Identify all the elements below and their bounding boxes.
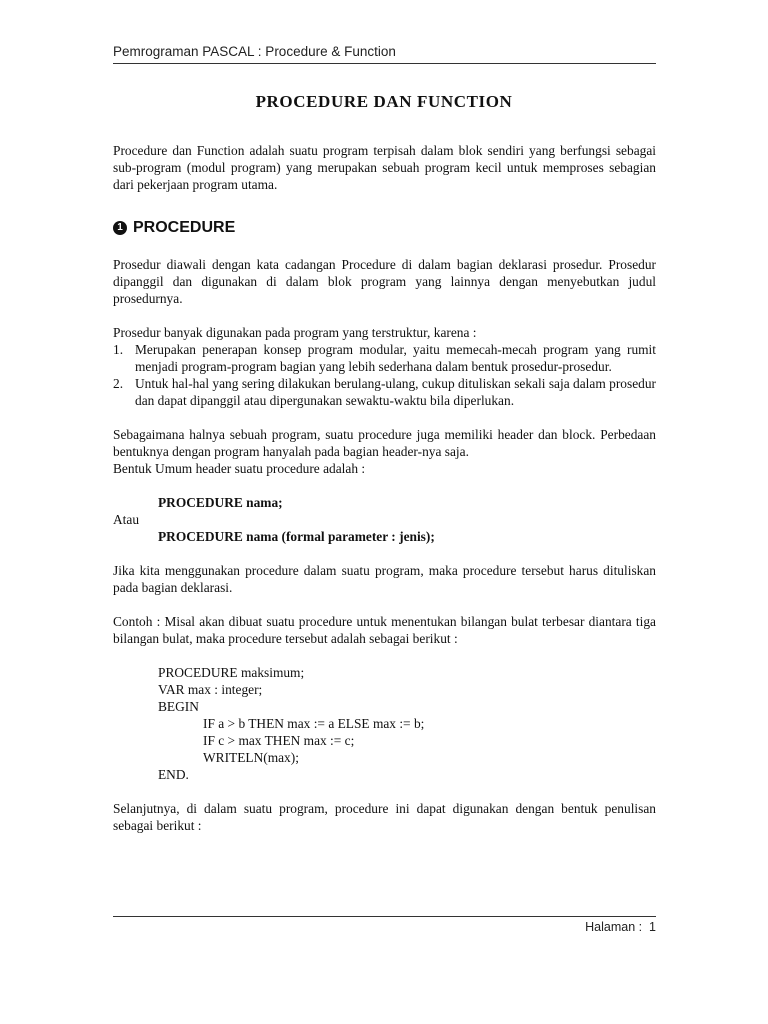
list-item xyxy=(113,375,656,409)
code-line: PROCEDURE maksimum; xyxy=(158,665,305,680)
general-form-lead: Bentuk Umum header suatu procedure adalah : xyxy=(113,461,366,476)
page-number: Halaman : 1 xyxy=(585,920,656,934)
spacer xyxy=(113,477,656,494)
section-heading-label: PROCEDURE xyxy=(133,219,236,236)
code-line: WRITELN(max); xyxy=(203,750,299,765)
intro-paragraph: Procedure dan Function adalah suatu program terpisah dalam blok sendiri yang berfungsi sebagai sub-program (modul program) yang merupakan sebuah program kecil untuk memproses sebagian dari pekerjaan program utama. xyxy=(113,143,656,192)
list-item xyxy=(113,341,656,375)
list-item-number: 1. xyxy=(113,342,124,357)
header-form-block xyxy=(113,426,656,545)
procedure-paragraph-4: Jika kita menggunakan procedure dalam suatu program, maka procedure tersebut harus dituliskan pada bagian deklarasi. xyxy=(113,563,656,595)
reasons-list xyxy=(113,341,656,409)
section-heading-procedure xyxy=(113,219,656,236)
example-paragraph: Contoh : Misal akan dibuat suatu procedure untuk menentukan bilangan bulat terbesar diantara tiga bilangan bulat, maka procedure tersebut adalah sebagai berikut : xyxy=(113,614,656,646)
syntax-procedure-parameters: PROCEDURE nama (formal parameter : jenis); xyxy=(158,529,435,544)
syntax-procedure-simple: PROCEDURE nama; xyxy=(158,495,283,510)
procedure-paragraph-3: Sebagaimana halnya sebuah program, suatu procedure juga memiliki header dan block. Perbedaan bentuknya dengan program hanyalah pada bagian header-nya saja. xyxy=(113,427,656,459)
code-line: BEGIN xyxy=(158,699,199,714)
reasons-lead: Prosedur banyak digunakan pada program yang terstruktur, karena : xyxy=(113,325,477,340)
list-item-number: 2. xyxy=(113,376,124,391)
list-item-text: Merupakan penerapan konsep program modular, yaitu memecah-mecah program yang rumit menjadi program-program bagian yang lebih sederhana dalam bentuk prosedur-prosedur. xyxy=(135,342,656,374)
code-line: VAR max : integer; xyxy=(158,682,263,697)
page-title: PROCEDURE DAN FUNCTION xyxy=(255,92,513,111)
code-example xyxy=(113,664,656,783)
or-label: Atau xyxy=(113,512,140,527)
document-body xyxy=(113,142,656,834)
footer-divider xyxy=(113,916,656,917)
list-item-text: Untuk hal-hal yang sering dilakukan berulang-ulang, cukup dituliskan sekali saja dalam prosedur dan dapat dipanggil atau dipergunakan sewaktu-waktu bila diperlukan. xyxy=(135,376,656,408)
usage-paragraph: Selanjutnya, di dalam suatu program, procedure ini dapat digunakan dengan bentuk penulisan sebagai berikut : xyxy=(113,801,656,833)
running-header: Pemrograman PASCAL : Procedure & Function xyxy=(113,44,396,59)
code-line: END. xyxy=(158,767,189,782)
code-line: IF c > max THEN max := c; xyxy=(203,733,355,748)
code-line: IF a > b THEN max := a ELSE max := b; xyxy=(203,716,425,731)
procedure-paragraph-1: Prosedur diawali dengan kata cadangan Procedure di dalam bagian deklarasi prosedur. Prosedur dipanggil dan digunakan di dalam blok program yang lainnya dengan menyebutkan judul prosedurnya. xyxy=(113,257,656,306)
numbered-bullet-icon: 1 xyxy=(113,221,127,235)
reasons-block xyxy=(113,324,656,409)
header-divider xyxy=(113,63,656,64)
